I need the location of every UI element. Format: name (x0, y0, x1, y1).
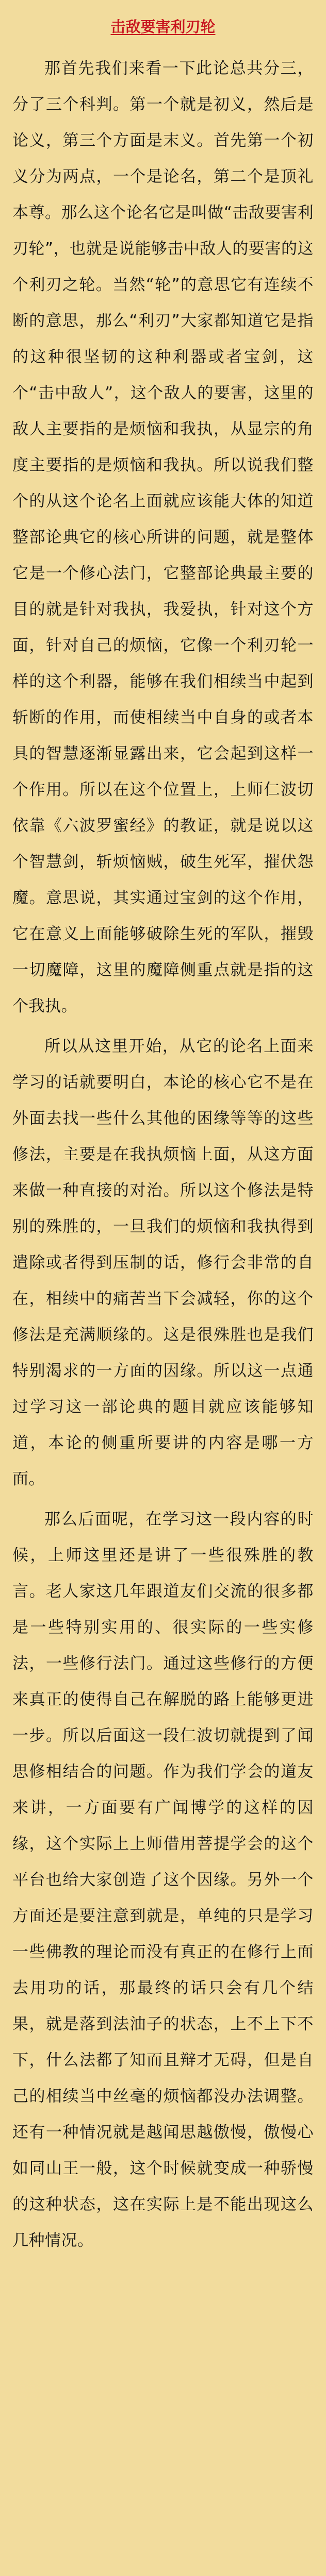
paragraph-3: 那么后面呢，在学习这一段内容的时候，上师这里还是讲了一些很殊胜的教言。老人家这几年跟道友们交流的很多都是一些特别实用的、很实际的一些实修法，一些修行法门。通过这些修行的方便来真正的使得自己在解脱的路上能够更进一步。所以后面这一段仁波切就提到了闻思修相结合的问题。作为我们学会的道友来讲，一方面要有广闻博学的这样的因缘，这个实际上上师借用菩提学会的这个平台也给大家创造了这个因缘。另外一个方面还是要注意到就是，单纯的只是学习一些佛教的理论而没有真正的在修行上面去用功的话，那最终的话只会有几个结果，就是落到法油子的状态，上不上下不下，什么法都了知而且辩才无碍，但是自己的相续当中丝毫的烦恼都没办法调整。还有一种情况就是越闻思越傲慢，傲慢心如同山王一般，这个时候就变成一种骄慢的这种状态，这在实际上是不能出现这么几种情况。 (12, 1510, 314, 2250)
article-body (12, 50, 314, 2259)
article-title[interactable]: 击敌要害利刃轮 (110, 18, 216, 36)
paragraph-2: 所以从这里开始，从它的论名上面来学习的话就要明白，本论的核心它不是在外面去找一些什么其他的困缘等等的这些修法，主要是在我执烦恼上面，从这方面来做一种直接的对治。所以这个修法是特别的殊胜的，一旦我们的烦恼和我执得到遣除或者得到压制的话，修行会非常的自在，相续中的痛苦当下会减轻，你的这个修法是充满顺缘的。这是很殊胜也是我们特别渴求的一方面的因缘。所以这一点通过学习这一部论典的题目就应该能够知道，本论的侧重所要讲的内容是哪一方面。 (12, 1037, 314, 1488)
paragraph-1: 那首先我们来看一下此论总共分三，分了三个科判。第一个就是初义，然后是论义，第三个方面是末义。首先第一个初义分为两点，一个是论名，第二个是顶礼本尊。那么这个论名它是叫做“击敌要害利刃轮”，也就是说能够击中敌人的要害的这个利刃之轮。当然“轮”的意思它有连续不断的意思，那么“利刃”大家都知道它是指的这种很坚韧的这种利器或者宝剑，这个“击中敌人”，这个敌人的要害，这里的敌人主要指的是烦恼和我执，从显宗的角度主要指的是烦恼和我执。所以说我们整个的从这个论名上面就应该能大体的知道整部论典它的核心所讲的问题，就是整体它是一个修心法门，它整部论典最主要的目的就是针对我执，我爱执，针对这个方面，针对自己的烦恼，它像一个利刃轮一样的这个利器，能够在我们相续当中起到斩断的作用，而使相续当中自身的或者本具的智慧逐渐显露出来，它会起到这样一个作用。所以在这个位置上，上师仁波切依靠《六波罗蜜经》的教证，就是说以这个智慧剑，斩烦恼贼，破生死军，摧伏怨魔。意思说，其实通过宝剑的这个作用，它在意义上面能够破除生死的军队，摧毁一切魔障，这里的魔障侧重点就是指的这个我执。 (12, 59, 314, 1015)
